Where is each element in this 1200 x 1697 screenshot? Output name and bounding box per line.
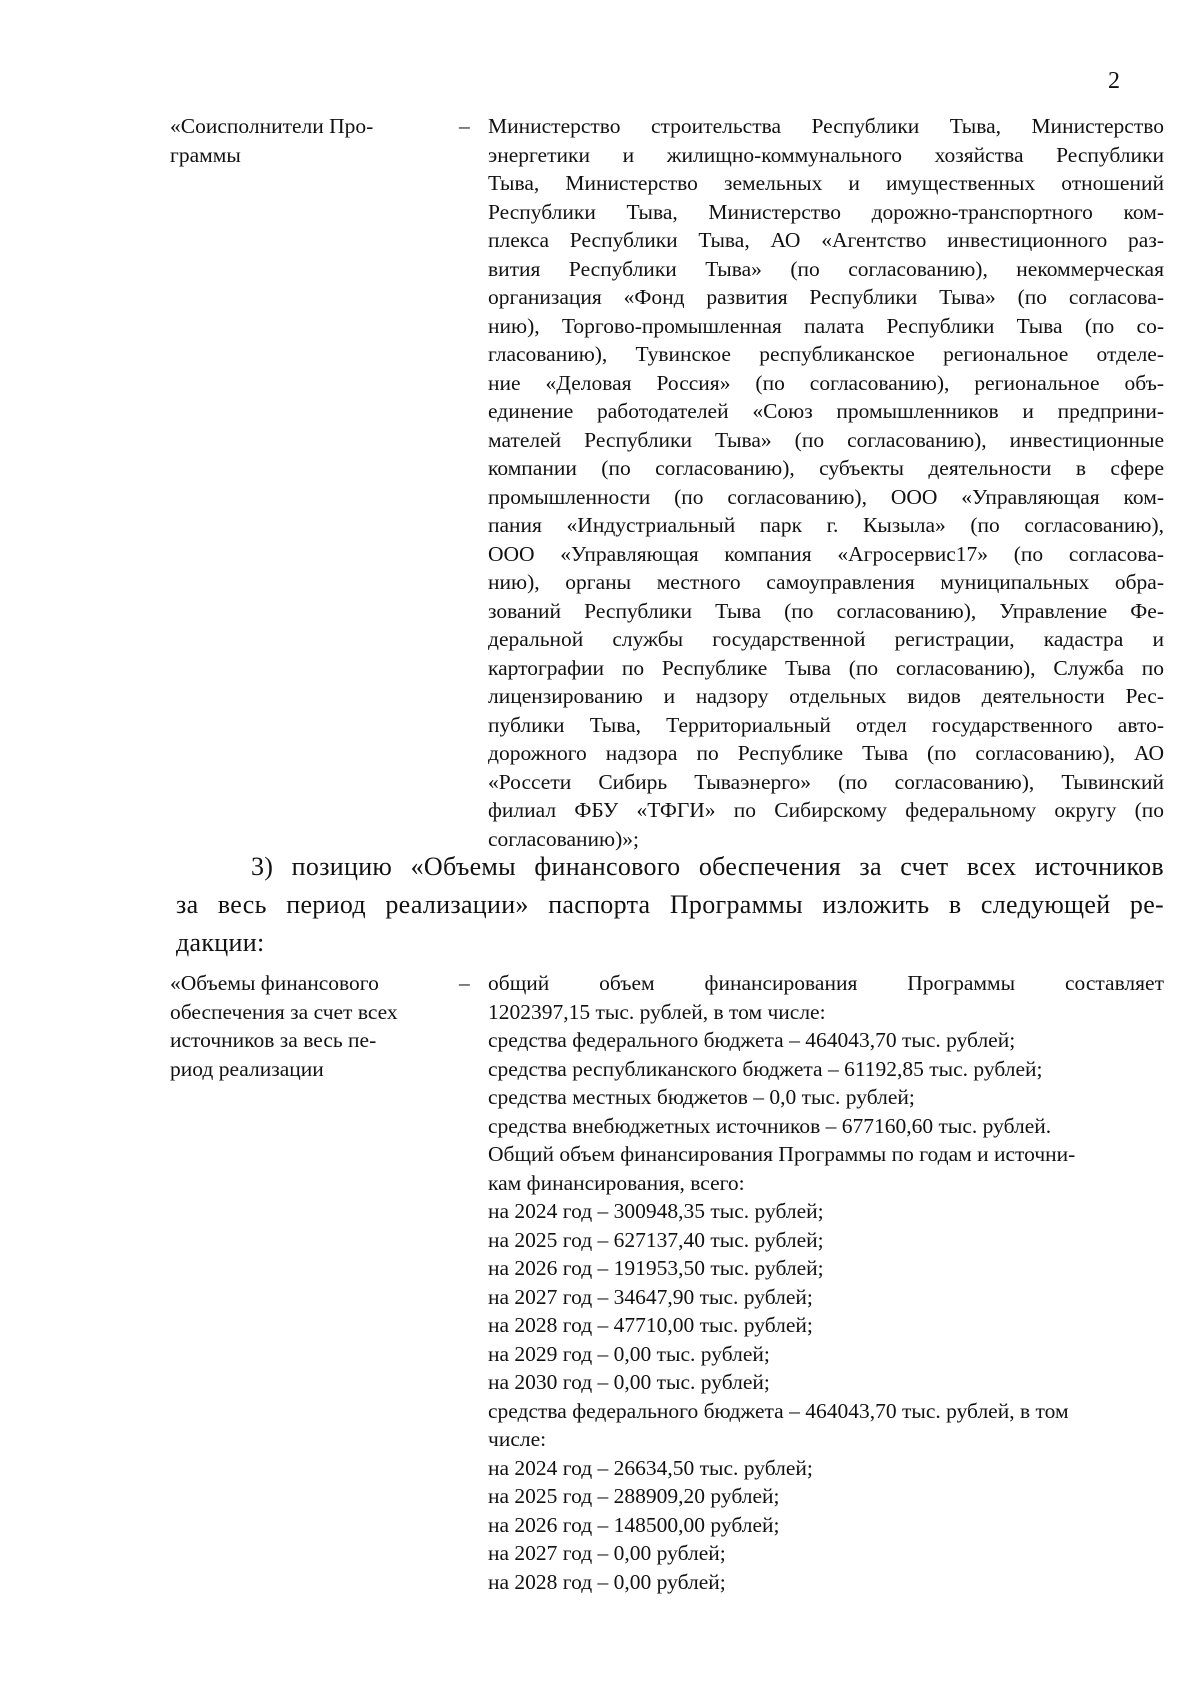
text-line: зований Республики Тыва (по согласованию), Управление Фе- xyxy=(488,598,1164,623)
text-line: средства республиканского бюджета – 61192,85 тыс. рублей; xyxy=(488,1056,1043,1081)
text-line: единение работодателей «Союз промышленников и предприни- xyxy=(488,399,1164,423)
text-line: Тыва, Министерство земельных и имущественных отношений xyxy=(488,171,1164,195)
text-line: на 2026 год – 191953,50 тыс. рублей; xyxy=(488,1256,824,1280)
text-line: пания «Индустриальный парк г. Кызыла» (по согласованию), xyxy=(488,513,1164,537)
text-line: Республики Тыва, Министерство дорожно-транспортного ком- xyxy=(488,199,1164,224)
text-line: средства местных бюджетов – 0,0 тыс. рублей; xyxy=(488,1085,915,1109)
coexecutors-label xyxy=(170,112,440,169)
label-line: обеспечения за счет всех xyxy=(170,999,398,1024)
text-line: промышленности (по согласованию), ООО «Управляющая ком- xyxy=(488,484,1164,509)
financing-label xyxy=(170,969,440,1083)
coexecutors-text xyxy=(488,112,1164,853)
paragraph-line: дакции: xyxy=(176,928,265,957)
text-line: на 2030 год – 0,00 тыс. рублей; xyxy=(488,1370,770,1394)
text-line: филиал ФБУ «ТФГИ» по Сибирскому федеральному округу (по xyxy=(488,798,1164,822)
text-line: на 2025 год – 288909,20 рублей; xyxy=(488,1484,780,1508)
text-line: на 2028 год – 0,00 рублей; xyxy=(488,1569,726,1594)
text-line: на 2025 год – 627137,40 тыс. рублей; xyxy=(488,1227,824,1252)
text-line: на 2024 год – 300948,35 тыс. рублей; xyxy=(488,1199,824,1223)
text-line: публики Тыва, Территориальный отдел государственного авто- xyxy=(488,712,1164,737)
text-line: на 2026 год – 148500,00 рублей; xyxy=(488,1512,780,1537)
text-line: ООО «Управляющая компания «Агросервис17» (по согласова- xyxy=(488,541,1164,566)
text-line: ние «Деловая Россия» (по согласованию), региональное объ- xyxy=(488,370,1164,395)
text-line: нию), Торгово-промышленная палата Республики Тыва (по со- xyxy=(488,313,1164,338)
label-line: источников за весь пе- xyxy=(170,1028,377,1052)
text-line: плекса Республики Тыва, АО «Агентство инвестиционного раз- xyxy=(488,228,1164,252)
text-line: на 2027 год – 0,00 рублей; xyxy=(488,1541,726,1565)
paragraph-3 xyxy=(176,848,1164,962)
text-line: деральной службы государственной регистрации, кадастра и xyxy=(488,627,1164,651)
text-line: на 2028 год – 47710,00 тыс. рублей; xyxy=(488,1313,813,1337)
text-line: кам финансирования, всего: xyxy=(488,1170,745,1195)
text-line: мателей Республики Тыва» (по согласованию), инвестиционные xyxy=(488,427,1164,452)
text-line: общий объем финансирования Программы составляет xyxy=(488,971,1164,995)
text-line: вития Республики Тыва» (по согласованию), некоммерческая xyxy=(488,256,1164,281)
financing-text xyxy=(488,969,1164,1596)
label-line: «Соисполнители Про- xyxy=(170,114,374,138)
text-line: согласованию)»; xyxy=(488,826,639,851)
text-line: энергетики и жилищно-коммунального хозяйства Республики xyxy=(488,142,1164,167)
text-line: картографии по Республике Тыва (по согласованию), Служба по xyxy=(488,655,1164,680)
text-line: средства внебюджетных источников – 677160,60 тыс. рублей. xyxy=(488,1113,1052,1138)
text-line: Министерство строительства Республики Тыва, Министерство xyxy=(488,114,1164,138)
paragraph-line: 3) позицию «Объемы финансового обеспечения за счет всех источников xyxy=(251,852,1164,881)
text-line: нию), органы местного самоуправления муниципальных обра- xyxy=(488,570,1164,594)
text-line: средства федерального бюджета – 464043,70 тыс. рублей, в том xyxy=(488,1398,1069,1423)
text-line: лицензированию и надзору отдельных видов деятельности Рес- xyxy=(488,684,1164,708)
dash: – xyxy=(459,114,470,138)
label-line: граммы xyxy=(170,142,241,167)
text-line: компании (по согласованию), субъекты деятельности в сфере xyxy=(488,456,1164,480)
text-line: организация «Фонд развития Республики Тыва» (по согласова- xyxy=(488,285,1164,309)
text-line: гласованию), Тувинское республиканское региональное отделе- xyxy=(488,342,1164,366)
label-line: «Объемы финансового xyxy=(170,971,379,995)
text-line: числе: xyxy=(488,1427,547,1451)
text-line: дорожного надзора по Республике Тыва (по согласованию), АО xyxy=(488,741,1164,765)
dash: – xyxy=(459,971,470,995)
label-line: риод реализации xyxy=(170,1056,324,1081)
text-line: на 2029 год – 0,00 тыс. рублей; xyxy=(488,1341,770,1366)
text-line: средства федерального бюджета – 464043,70 тыс. рублей; xyxy=(488,1028,1016,1052)
text-line: на 2027 год – 34647,90 тыс. рублей; xyxy=(488,1284,813,1309)
text-line: 1202397,15 тыс. рублей, в том числе: xyxy=(488,999,826,1024)
text-line: «Россети Сибирь Тываэнерго» (по согласованию), Тывинский xyxy=(488,769,1164,794)
text-line: на 2024 год – 26634,50 тыс. рублей; xyxy=(488,1455,813,1480)
paragraph-line: за весь период реализации» паспорта Программы изложить в следующей ре- xyxy=(176,890,1164,919)
page-number: 2 xyxy=(1108,68,1120,94)
text-line: Общий объем финансирования Программы по годам и источни- xyxy=(488,1142,1076,1166)
